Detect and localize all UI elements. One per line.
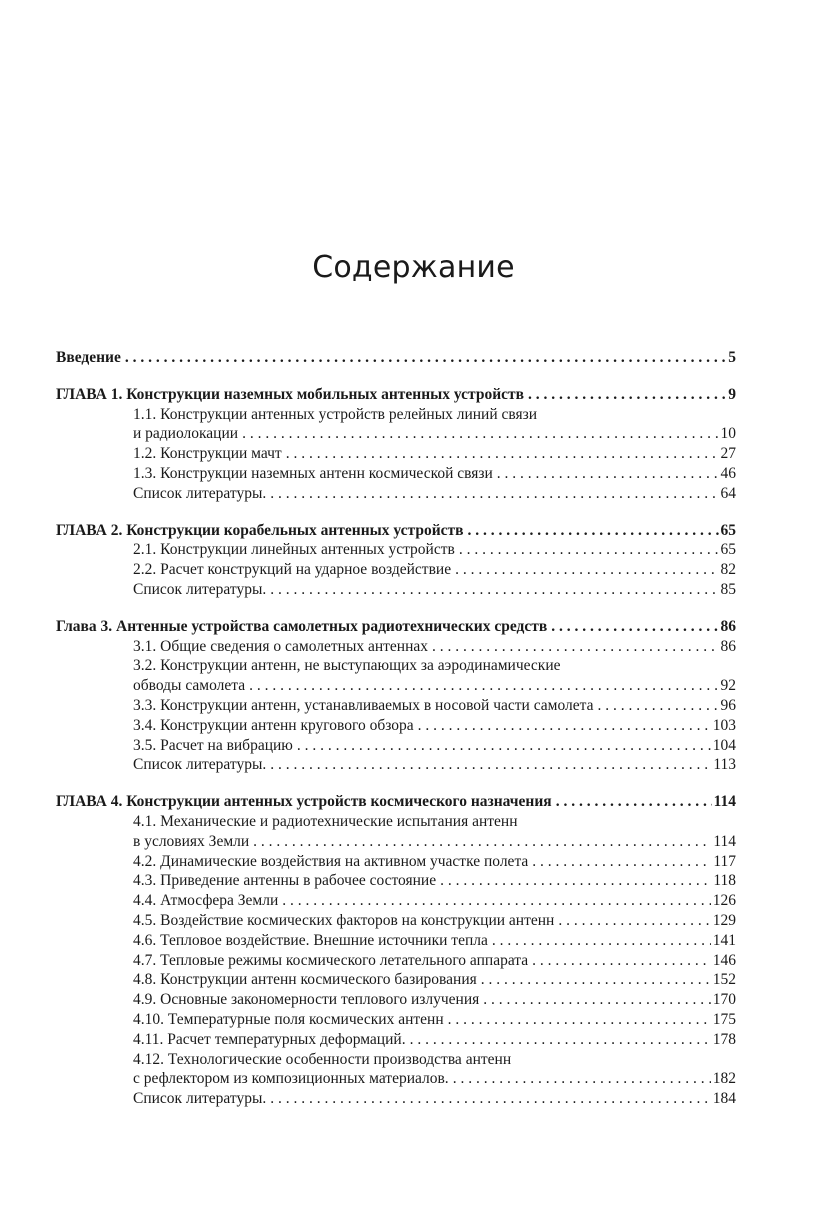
toc-section[interactable]	[56, 970, 736, 990]
toc-page-number: 86	[720, 637, 736, 655]
toc-section[interactable]	[56, 716, 736, 736]
toc-entry-last-line	[56, 1069, 736, 1089]
dot-leader	[455, 560, 718, 580]
toc-section[interactable]	[56, 1050, 736, 1090]
toc-entry-title-line: 3.2. Конструкции антенн, не выступающих за аэродинамические	[133, 657, 561, 675]
dot-leader	[249, 676, 718, 696]
toc-entry-title: 2.1. Конструкции линейных антенных устройств	[133, 541, 455, 559]
toc-page-number: 170	[712, 991, 736, 1009]
toc-page-number: 85	[720, 580, 736, 598]
toc-entry-title: 4.4. Атмосфера Земли	[133, 892, 279, 910]
toc-entry-title: Список литературы.	[133, 1090, 267, 1108]
toc-section[interactable]	[56, 911, 736, 931]
toc-section[interactable]	[56, 560, 736, 580]
toc-entry-title: ГЛАВА 1. Конструкции наземных мобильных антенных устройств	[56, 385, 525, 403]
toc-entry-title: 3.4. Конструкции антенн кругового обзора	[133, 716, 414, 734]
toc-entry-title: Список литературы.	[133, 756, 267, 774]
toc-entry-last-line	[56, 676, 736, 696]
toc-introduction	[56, 348, 736, 368]
toc-section[interactable]	[56, 1030, 736, 1050]
toc-entry-title: 4.6. Тепловое воздействие. Внешние источники тепла	[133, 931, 488, 949]
toc-page-number: 96	[720, 696, 736, 714]
dot-leader	[453, 1069, 711, 1089]
toc-section[interactable]	[56, 540, 736, 560]
toc-section[interactable]	[56, 656, 736, 696]
dot-leader	[448, 1010, 711, 1030]
toc-section[interactable]	[56, 637, 736, 657]
toc-section[interactable]	[56, 1010, 736, 1030]
toc-section[interactable]	[56, 464, 736, 484]
toc-page-number: 178	[712, 1030, 736, 1048]
toc-chapter-heading[interactable]	[56, 617, 736, 637]
toc-page-number: 64	[720, 484, 736, 502]
toc-chapter-heading[interactable]	[56, 521, 736, 541]
dot-leader	[432, 637, 718, 657]
toc-page-number: 117	[713, 852, 736, 870]
dot-leader	[410, 1030, 711, 1050]
toc-entry-title: Глава 3. Антенные устройства самолетных радиотехнических средств	[56, 617, 548, 635]
toc-entry-title: 4.11. Расчет температурных деформаций.	[133, 1030, 406, 1048]
toc-section[interactable]	[56, 852, 736, 872]
toc-entry-title: 1.3. Конструкции наземных антенн космической связи	[133, 464, 493, 482]
toc-page-number: 46	[720, 464, 736, 482]
toc-entry-title: 1.2. Конструкции мачт	[133, 445, 282, 463]
toc-chapter-2	[56, 521, 736, 600]
toc-section[interactable]	[56, 891, 736, 911]
toc-entry-title: в условиях Земли	[133, 832, 250, 850]
toc-page-number: 126	[712, 892, 736, 910]
dot-leader	[253, 832, 711, 852]
dot-leader	[556, 792, 712, 812]
dot-leader	[286, 444, 719, 464]
toc-bibliography[interactable]	[56, 1089, 736, 1109]
toc-entry-title-line: 4.1. Механические и радиотехнические испытания антенн	[133, 812, 518, 830]
toc-entry-title: 3.3. Конструкции антенн, устанавливаемых в носовой части самолета	[133, 696, 594, 714]
dot-leader	[242, 424, 718, 444]
dot-leader	[468, 521, 719, 541]
toc-section[interactable]	[56, 696, 736, 716]
toc-entry-title: 4.2. Динамические воздействия на активном участке полета	[133, 852, 529, 870]
toc-entry-title: Список литературы.	[133, 580, 267, 598]
toc-entry-introduction[interactable]	[56, 348, 736, 368]
dot-leader	[532, 951, 711, 971]
dot-leader	[497, 464, 719, 484]
toc-page-number: 5	[728, 349, 736, 366]
dot-leader	[459, 540, 719, 560]
toc-bibliography[interactable]	[56, 755, 736, 775]
toc-section[interactable]	[56, 736, 736, 756]
dot-leader	[297, 736, 711, 756]
toc-section[interactable]	[56, 812, 736, 852]
toc-chapter-4	[56, 792, 736, 1109]
toc-section[interactable]	[56, 990, 736, 1010]
toc-page-number: 114	[713, 793, 736, 811]
toc-page-number: 9	[728, 385, 736, 403]
toc-entry-title: Введение	[56, 349, 121, 366]
toc-page-number: 104	[712, 736, 736, 754]
toc-page-number: 103	[712, 716, 736, 734]
toc-page-number: 113	[713, 756, 736, 774]
dot-leader	[492, 931, 711, 951]
dot-leader	[598, 696, 719, 716]
dot-leader	[551, 617, 718, 637]
dot-leader	[483, 990, 710, 1010]
toc-chapter-heading[interactable]	[56, 385, 736, 405]
page-title: Содержание	[312, 250, 515, 285]
toc-entry-title: 4.10. Температурные поля космических антенн	[133, 1010, 444, 1028]
toc-entry-title: 4.5. Воздействие космических факторов на конструкции антенн	[133, 911, 555, 929]
dot-leader	[481, 970, 711, 990]
dot-leader	[270, 1089, 711, 1109]
toc-entry-title-line: 4.12. Технологические особенности производства антенн	[133, 1050, 512, 1068]
dot-leader	[418, 716, 711, 736]
toc-entry-title: с рефлектором из композиционных материалов.	[133, 1070, 449, 1088]
table-of-contents	[56, 348, 736, 1126]
toc-bibliography[interactable]	[56, 484, 736, 504]
toc-chapter-heading[interactable]	[56, 792, 736, 812]
toc-page-number: 152	[712, 971, 736, 989]
toc-page-number: 146	[712, 951, 736, 969]
toc-page-number: 82	[720, 561, 736, 579]
toc-page-number: 65	[720, 541, 736, 559]
toc-entry-last-line	[56, 424, 736, 444]
toc-page-number: 86	[720, 617, 736, 635]
toc-entry-title: ГЛАВА 2. Конструкции корабельных антенных устройств	[56, 521, 464, 539]
toc-bibliography[interactable]	[56, 580, 736, 600]
dot-leader	[528, 385, 726, 405]
dot-leader	[125, 348, 726, 368]
dot-leader	[532, 852, 711, 872]
toc-entry-title: 3.1. Общие сведения о самолетных антеннах	[133, 637, 429, 655]
toc-entry-title: Список литературы.	[133, 484, 267, 502]
toc-chapter-1	[56, 385, 736, 504]
toc-page-number: 184	[712, 1090, 736, 1108]
toc-page-number: 92	[720, 677, 736, 695]
toc-section[interactable]	[56, 405, 736, 445]
toc-page-number: 118	[713, 872, 736, 890]
toc-section[interactable]	[56, 871, 736, 891]
toc-section[interactable]	[56, 931, 736, 951]
toc-page-number: 10	[720, 425, 736, 443]
toc-entry-title-line: 1.1. Конструкции антенных устройств релейных линий связи	[133, 405, 538, 423]
toc-page-number: 182	[712, 1070, 736, 1088]
toc-page-number: 114	[713, 832, 736, 850]
dot-leader	[270, 755, 711, 775]
dot-leader	[270, 484, 718, 504]
toc-entry-title: 4.3. Приведение антенны в рабочее состояние	[133, 872, 437, 890]
toc-page-number: 141	[712, 931, 736, 949]
toc-page-number: 175	[712, 1010, 736, 1028]
toc-page-number: 129	[712, 911, 736, 929]
toc-entry-title: 4.9. Основные закономерности теплового излучения	[133, 991, 480, 1009]
toc-section[interactable]	[56, 951, 736, 971]
toc-page-number: 27	[720, 445, 736, 463]
toc-entry-title: 4.8. Конструкции антенн космического базирования	[133, 971, 477, 989]
toc-entry-title: 4.7. Тепловые режимы космического летательного аппарата	[133, 951, 529, 969]
dot-leader	[282, 891, 711, 911]
toc-entry-title: 3.5. Расчет на вибрацию	[133, 736, 293, 754]
dot-leader	[270, 580, 718, 600]
toc-section[interactable]	[56, 444, 736, 464]
toc-entry-title: и радиолокации	[133, 425, 239, 443]
toc-entry-title: обводы самолета	[133, 677, 246, 695]
dot-leader	[440, 871, 711, 891]
toc-page-number: 65	[720, 521, 736, 539]
toc-chapter-3	[56, 617, 736, 775]
toc-entry-last-line	[56, 832, 736, 852]
toc-entry-title: 2.2. Расчет конструкций на ударное воздействие	[133, 561, 452, 579]
toc-entry-title: ГЛАВА 4. Конструкции антенных устройств космического назначения	[56, 793, 552, 811]
dot-leader	[558, 911, 710, 931]
